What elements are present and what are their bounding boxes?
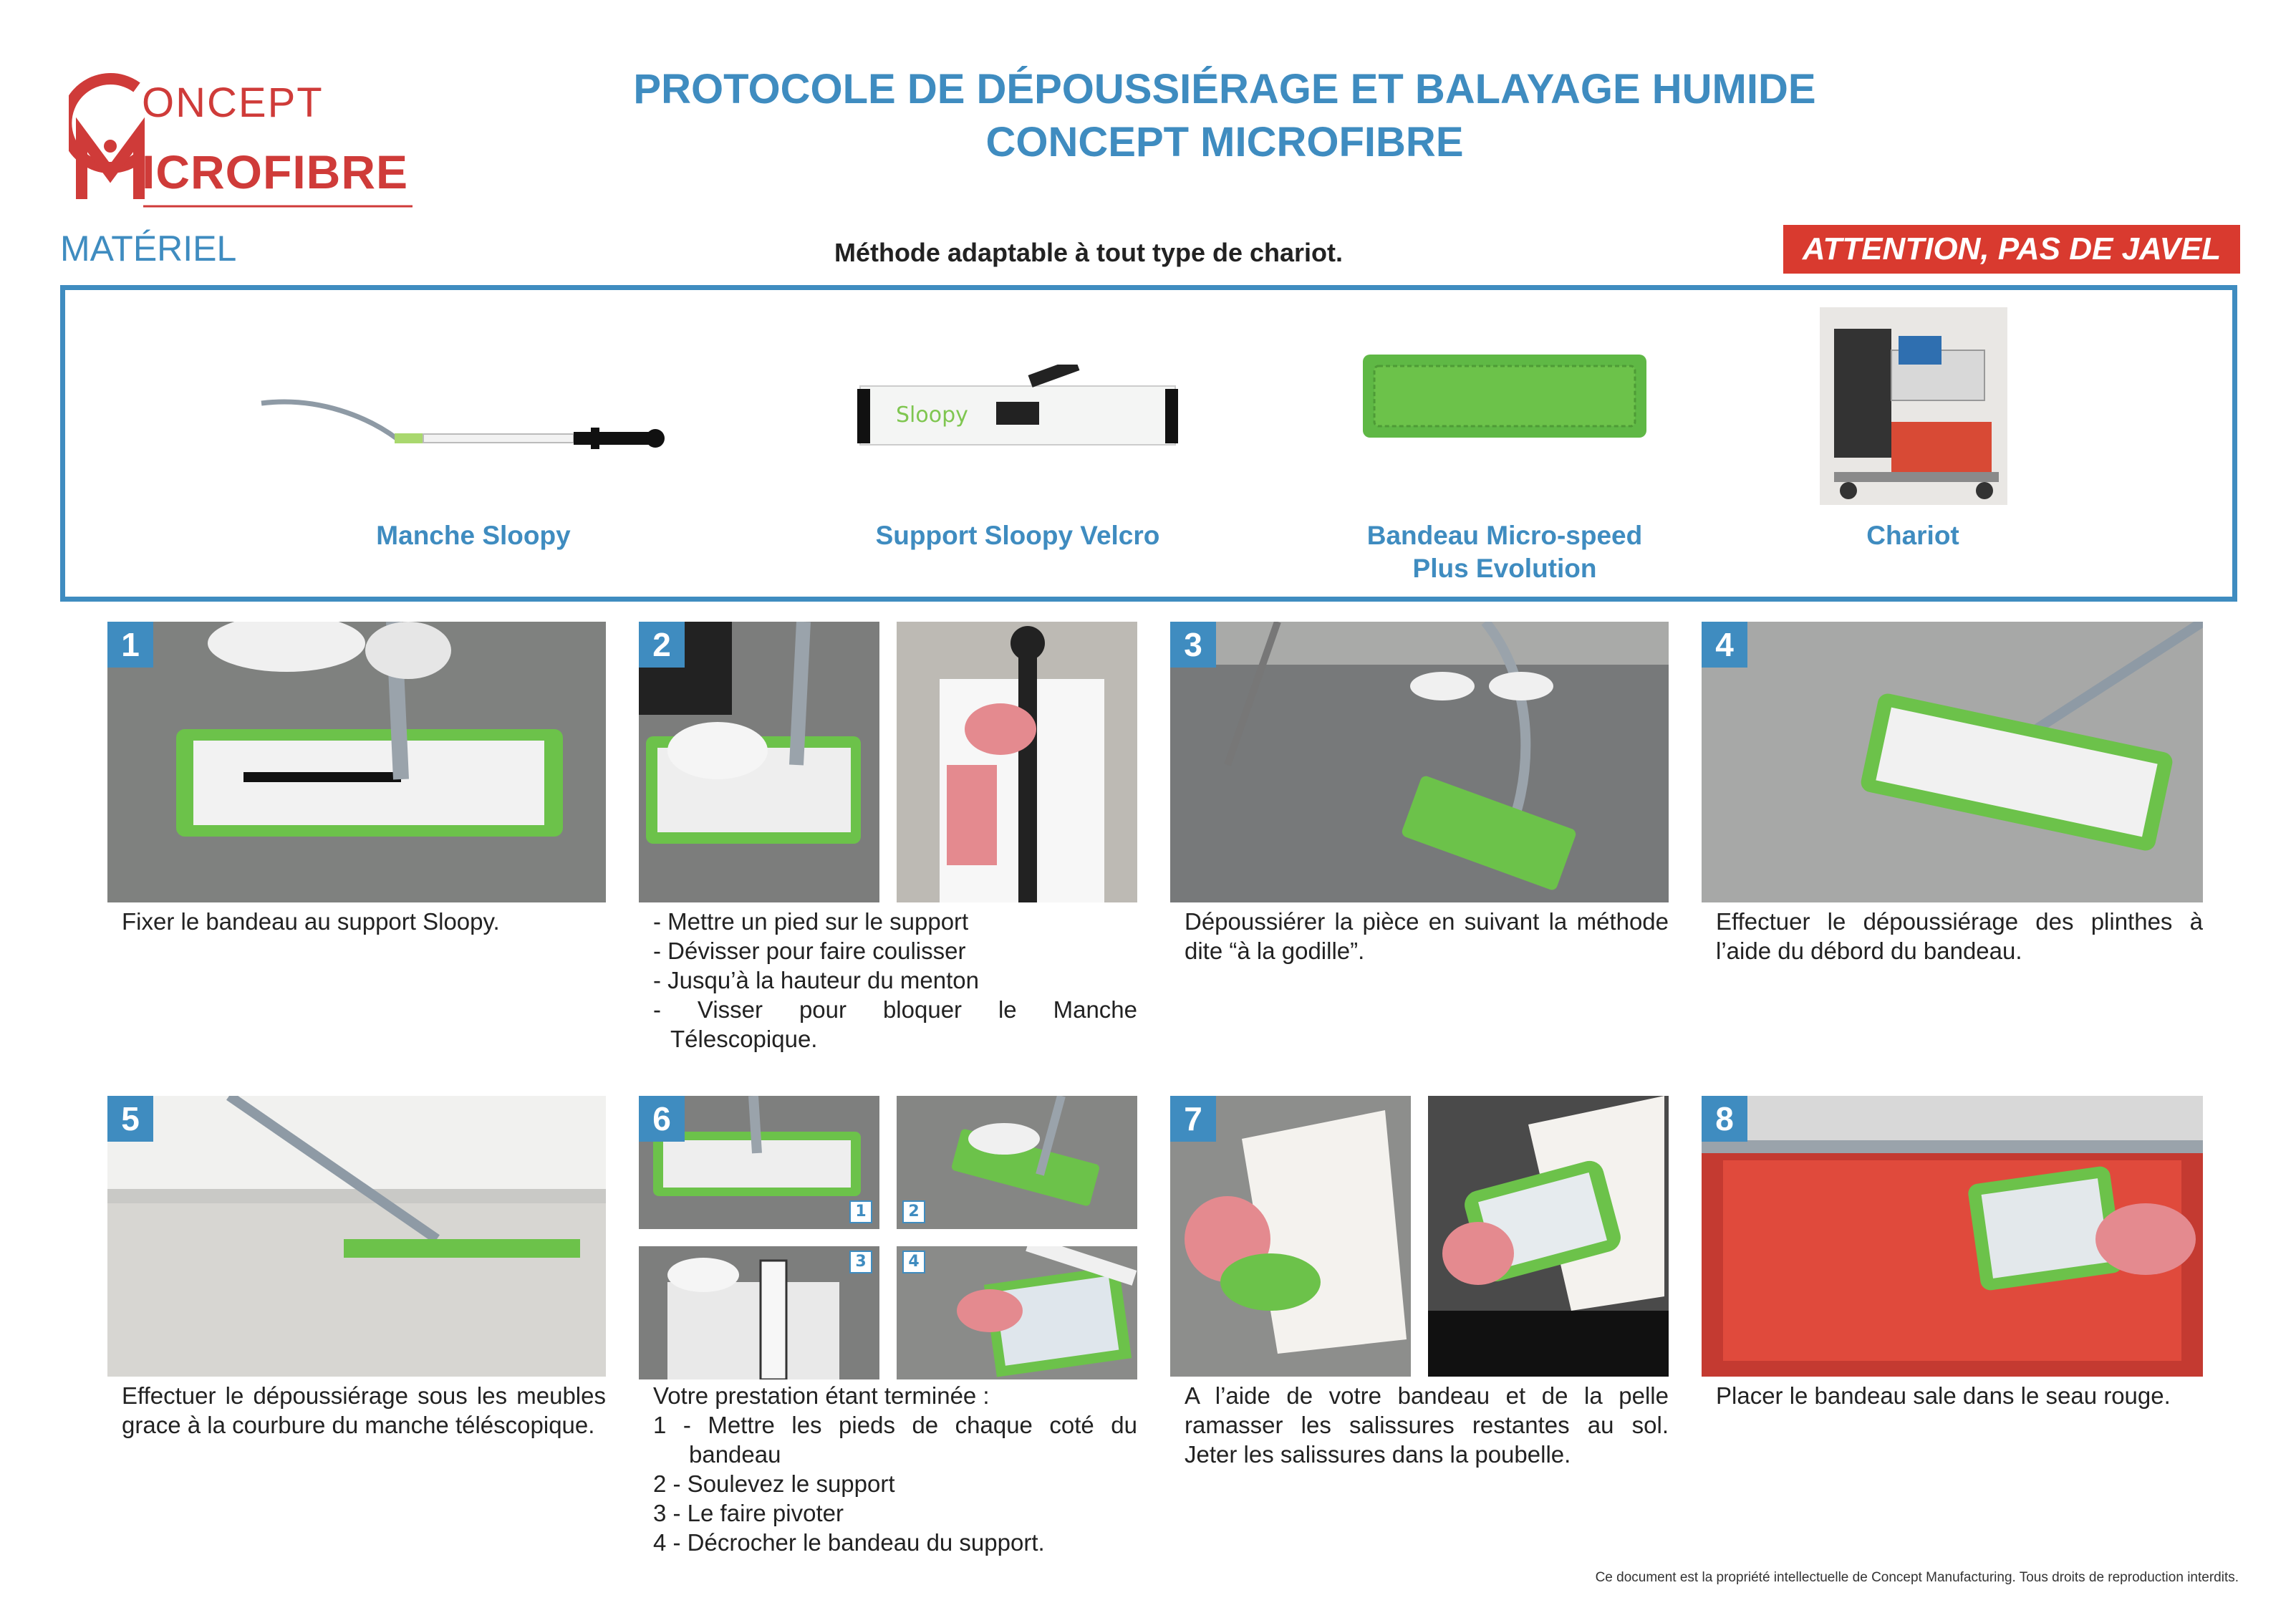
step-6-item: 2 - Soulevez le support — [653, 1470, 895, 1497]
step-2-photo-b — [897, 622, 1137, 902]
methode-note: Méthode adaptable à tout type de chariot. — [834, 238, 1344, 267]
step-2b-illustration — [897, 622, 1137, 902]
support-sloopy-image — [853, 365, 1182, 451]
step-4-description: Effectuer le dépoussiérage des plinthes à l’aide du débord du bandeau. — [1716, 908, 2203, 964]
step-6-3-illustration — [639, 1246, 879, 1379]
step-2-badge: 2 — [639, 622, 685, 668]
step-2-item: - Visser pour bloquer le Manche Télescopique. — [653, 996, 1137, 1052]
title-line-2: CONCEPT MICROFIBRE — [985, 119, 1464, 165]
step-4-photo — [1702, 622, 2203, 902]
copyright-footer: Ce document est la propriété intellectuelle de Concept Manufacturing. Tous droits de reproduction interdits. — [1595, 1570, 2239, 1585]
logo-word-concept: ONCEPT — [142, 80, 324, 126]
material-label-chariot: Chariot — [1866, 521, 1959, 550]
title-line-1: PROTOCOLE DE DÉPOUSSIÉRAGE ET BALAYAGE HUMIDE — [633, 66, 1816, 112]
step-3-badge: 3 — [1170, 622, 1216, 668]
step-6-item: 4 - Décrocher le bandeau du support. — [653, 1529, 1045, 1556]
step-5-illustration — [107, 1096, 606, 1377]
step-3-illustration — [1170, 622, 1669, 902]
step-6-description — [653, 1381, 1137, 1557]
step-6-sub-badge: 4 — [902, 1251, 925, 1273]
step-6-badge: 6 — [639, 1096, 685, 1142]
step-8-badge: 8 — [1702, 1096, 1747, 1142]
materials-panel — [60, 285, 2237, 602]
step-7-description: A l’aide de votre bandeau et de la pelle ramasser les salissures restantes au sol. Jeter les salissures dans la poubelle. — [1185, 1382, 1669, 1468]
step-5-badge: 5 — [107, 1096, 153, 1142]
material-label-bandeau — [1340, 519, 1669, 585]
step-5-photo — [107, 1096, 606, 1377]
step-2-item: - Jusqu’à la hauteur du menton — [653, 967, 979, 993]
manche-sloopy-image — [254, 389, 698, 468]
step-6-sub-badge: 2 — [902, 1200, 925, 1223]
step-1-description: Fixer le bandeau au support Sloopy. — [122, 908, 500, 935]
step-6-photo-2 — [897, 1096, 1137, 1229]
step-7-badge: 7 — [1170, 1096, 1216, 1142]
step-7b-illustration — [1428, 1096, 1669, 1377]
step-6-sub-badge: 3 — [849, 1251, 872, 1273]
step-4-illustration — [1702, 622, 2203, 902]
attention-banner: ATTENTION, PAS DE JAVEL — [1783, 225, 2240, 274]
page-title — [401, 63, 2048, 169]
step-6-4-illustration — [897, 1246, 1137, 1379]
step-8-illustration — [1702, 1096, 2203, 1377]
step-6-photo-3 — [639, 1246, 879, 1379]
step-6-2-illustration — [897, 1096, 1137, 1229]
material-label-bandeau-line2: Plus Evolution — [1412, 554, 1597, 583]
step-7-photo-b — [1428, 1096, 1669, 1377]
material-label-bandeau-line1: Bandeau Micro-speed — [1366, 521, 1643, 550]
step-8-photo — [1702, 1096, 2203, 1377]
step-3-photo — [1170, 622, 1669, 902]
step-1-photo — [107, 622, 606, 902]
concept-microfibre-logo — [69, 66, 427, 209]
material-label-manche: Manche Sloopy — [376, 521, 571, 550]
step-6-photo-4 — [897, 1246, 1137, 1379]
step-2-description — [653, 907, 1137, 1054]
logo-word-microfibre: ICROFIBRE — [142, 145, 408, 198]
step-6-sub-badge: 1 — [849, 1200, 872, 1223]
step-5-description: Effectuer le dépoussiérage sous les meubles grace à la courbure du manche téléscopique. — [122, 1382, 606, 1438]
step-2-item: - Dévisser pour faire coulisser — [653, 938, 966, 964]
material-label-support: Support Sloopy Velcro — [875, 521, 1160, 550]
bandeau-microspeed-image — [1359, 350, 1652, 443]
step-8-description: Placer le bandeau sale dans le seau rouge. — [1716, 1382, 2171, 1409]
step-4-badge: 4 — [1702, 622, 1747, 668]
step-3-description: Dépoussiérer la pièce en suivant la méthode dite “à la godille”. — [1185, 908, 1669, 964]
step-6-item: 1 - Mettre les pieds de chaque coté du bandeau — [653, 1412, 1137, 1468]
step-2-item: - Mettre un pied sur le support — [653, 908, 969, 935]
step-6-intro: Votre prestation étant terminée : — [653, 1382, 990, 1409]
svg-text:Sloopy: Sloopy — [896, 403, 968, 428]
step-1-illustration — [107, 622, 606, 902]
materiel-heading: MATÉRIEL — [60, 228, 237, 269]
chariot-image — [1820, 307, 2007, 505]
step-1-badge: 1 — [107, 622, 153, 668]
step-6-item: 3 - Le faire pivoter — [653, 1500, 844, 1526]
